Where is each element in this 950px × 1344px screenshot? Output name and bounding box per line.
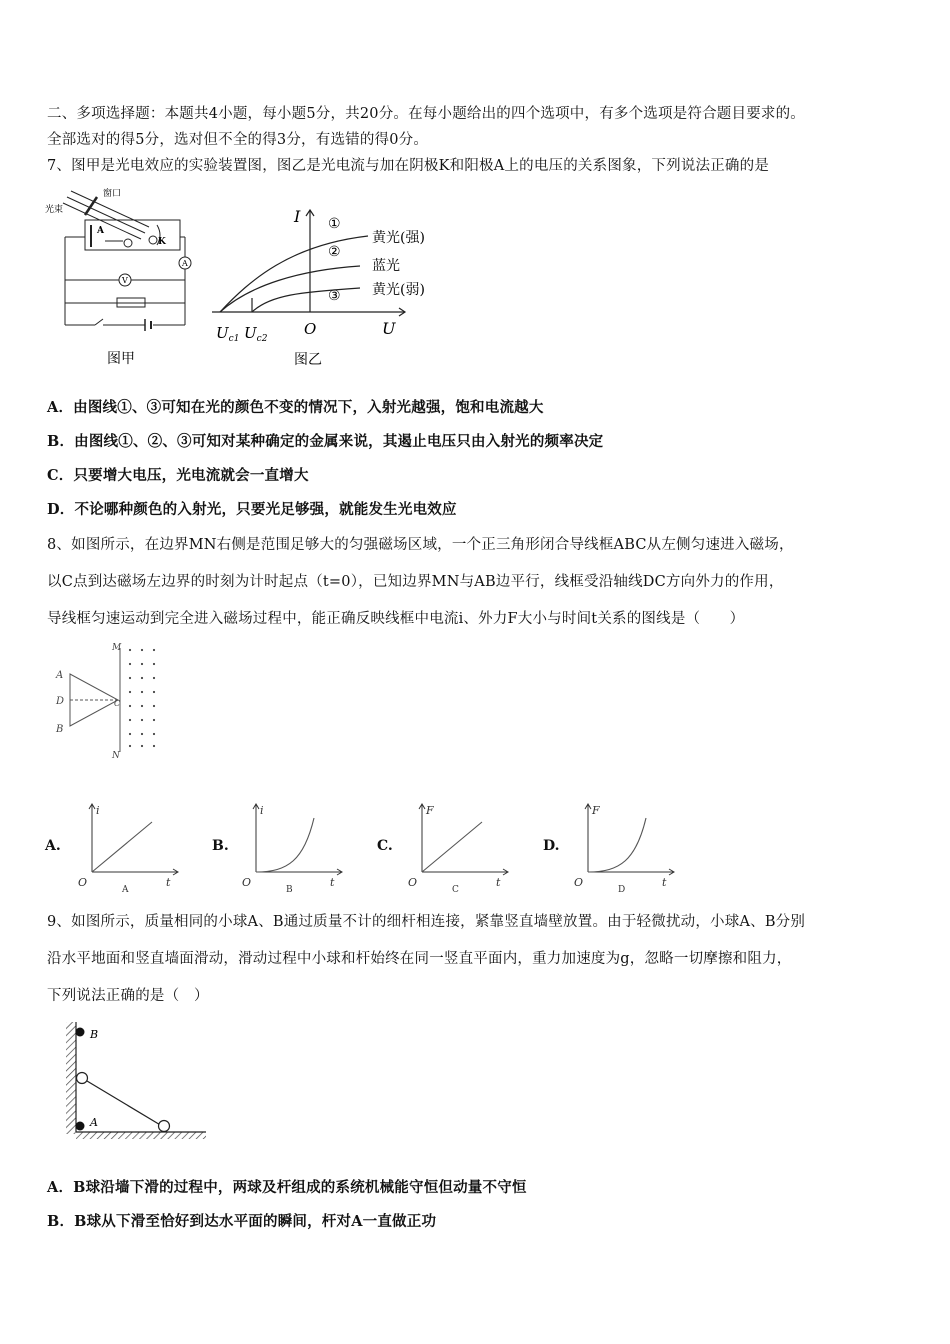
ball-b-top <box>76 1028 85 1037</box>
graph-caption: A <box>122 885 129 892</box>
ball-b <box>77 1073 88 1084</box>
section-title-line2: 全部选对的得5分，选对但不全的得3分，有选错的得0分。 <box>47 132 429 148</box>
graph-line <box>92 822 152 872</box>
label-cathode: K <box>158 237 166 247</box>
label-voltmeter: V <box>122 276 128 285</box>
uc1-label: $U_{c1}$ <box>216 324 240 344</box>
caption-jia: 图甲 <box>107 351 135 367</box>
q7-figure-jia <box>45 185 200 370</box>
q9-option-b: B．B球从下滑至恰好到达水平面的瞬间，杆对A一直做正功 <box>47 1213 437 1230</box>
q7-option-c: C．只要增大电压，光电流就会一直增大 <box>47 467 309 484</box>
wall-hatch <box>66 1022 76 1134</box>
curve-3-label: 黄光(弱) <box>372 282 425 298</box>
q8-graph-c <box>404 800 516 892</box>
q9-figure <box>62 1018 212 1142</box>
q8-graph-d-option: D. <box>543 838 560 854</box>
q7-option-a: A．由图线①、③可知在光的颜色不变的情况下，入射光越强，饱和电流越大 <box>47 399 544 416</box>
graph-caption: B <box>286 885 293 892</box>
section-title-line1: 二、多项选择题：本题共4小题，每小题5分，共20分。在每小题给出的四个选项中，有多个选项是符合题目要求的。 <box>47 106 805 122</box>
light-beam-line <box>67 197 145 233</box>
label-c: C <box>114 699 121 708</box>
ball-a-corner <box>76 1122 85 1131</box>
q9-line3: 下列说法正确的是（ ） <box>47 988 209 1004</box>
q8-line3: 导线框匀速运动到完全进入磁场过程中，能正确反映线框中电流i、外力F大小与时间t关系的图线是（ ） <box>47 611 745 627</box>
y-axis-label: i <box>260 804 264 817</box>
uc2-label: $U_{c2}$ <box>244 324 268 344</box>
q8-graph-d <box>570 800 682 892</box>
axis-i-label: I <box>294 207 301 226</box>
graph-caption: D <box>618 885 626 892</box>
caption-yi: 图乙 <box>294 352 322 368</box>
origin-label: O <box>408 876 418 889</box>
x-axis-label: t <box>496 876 501 889</box>
y-axis-label: i <box>96 804 100 817</box>
q8-graph-b <box>238 800 350 892</box>
curve-3 <box>252 288 360 312</box>
q9-option-a: A．B球沿墙下滑的过程中，两球及杆组成的系统机械能守恒但动量不守恒 <box>47 1179 527 1196</box>
label-anode: A <box>97 226 104 236</box>
field-dots <box>129 649 155 747</box>
q9-line2: 沿水平地面和竖直墙面滑动，滑动过程中小球和杆始终在同一竖直平面内，重力加速度为g，忽略一切摩擦和阻力， <box>47 951 792 967</box>
origin-label: O <box>304 320 317 338</box>
q8-line2: 以C点到达磁场左边界的时刻为计时起点（t=0），已知边界MN与AB边平行，线框受沿轴线DC方向外力的作用， <box>47 574 784 590</box>
curve-2-label: 蓝光 <box>372 258 400 274</box>
label-m: M <box>112 643 122 653</box>
q7-stem: 7、图甲是光电效应的实验装置图，图乙是光电流与加在阴极K和阳极A上的电压的关系图象，下列说法正确的是 <box>47 158 770 174</box>
x-axis-label: t <box>662 876 667 889</box>
x-axis-label: t <box>166 876 171 889</box>
switch <box>95 319 103 325</box>
label-b: B <box>56 724 64 735</box>
label-n: N <box>112 751 120 760</box>
q8-graph-c-option: C. <box>377 838 393 854</box>
graph-caption: C <box>452 885 459 892</box>
origin-label: O <box>242 876 252 889</box>
y-axis-label: F <box>426 804 434 817</box>
mark-2: ② <box>328 244 341 260</box>
axis-u-label: U <box>382 319 396 338</box>
label-d: D <box>56 696 65 707</box>
mark-1: ① <box>328 216 341 232</box>
graph-line <box>422 822 482 872</box>
q8-graph-a-option: A. <box>45 838 61 854</box>
q8-graph-a <box>74 800 186 892</box>
q8-graph-b-option: B. <box>212 838 229 854</box>
x-axis-label: t <box>330 876 335 889</box>
mark-3: ③ <box>328 288 341 304</box>
label-b: B <box>90 1028 99 1041</box>
ground-hatch <box>76 1132 206 1139</box>
label-ammeter: A <box>182 259 188 268</box>
curve-1 <box>220 236 368 312</box>
label-a: A <box>90 1116 98 1129</box>
curve-1-label: 黄光(强) <box>372 230 425 246</box>
q7-option-d: D．不论哪种颜色的入射光，只要光足够强，就能发生光电效应 <box>47 501 457 518</box>
q8-figure <box>52 642 162 760</box>
ball-a <box>159 1121 170 1132</box>
q8-line1: 8、如图所示，在边界MN右侧是范围足够大的匀强磁场区域，一个正三角形闭合导线框ABC从左侧匀速进入磁场， <box>47 537 794 553</box>
graph-curve <box>256 818 314 872</box>
origin-label: O <box>78 876 88 889</box>
y-axis-label: F <box>592 804 600 817</box>
q9-line1: 9、如图所示，质量相同的小球A、B通过质量不计的细杆相连接，紧靠竖直墙壁放置。由于轻微扰动，小球A、B分别 <box>47 914 806 930</box>
label-a: A <box>56 670 64 681</box>
label-window: 窗口 <box>103 189 122 199</box>
graph-curve <box>588 818 646 872</box>
label-beam: 光束 <box>45 205 64 215</box>
q7-option-b: B．由图线①、②、③可知对某种确定的金属来说，其遏止电压只由入射光的频率决定 <box>47 433 604 450</box>
q7-figure-yi <box>210 200 450 372</box>
origin-label: O <box>574 876 584 889</box>
